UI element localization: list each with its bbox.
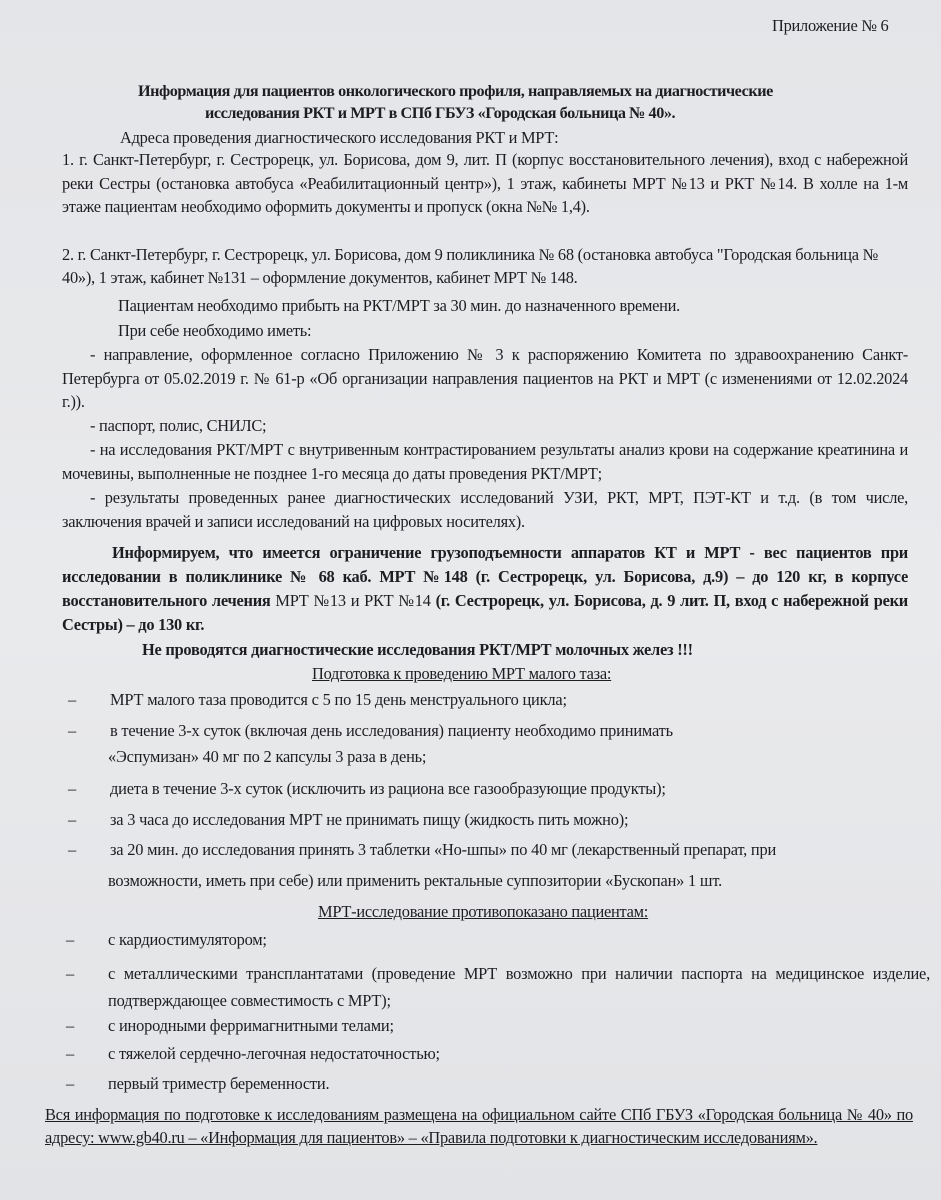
contra-item-text: с металлическими трансплантатами (проведение МРТ возможно при наличии паспорта на медицинское изделие, подтверждающее совместимость с МРТ);: [108, 964, 930, 1010]
bring-item: - на исследования РКТ/МРТ с внутривенным контрастированием результаты анализ крови на содержание креатинина и мочевины, выполненные не позднее 1-го месяца до даты проведения РКТ/МРТ;: [62, 440, 908, 483]
prep-item: [68, 840, 777, 860]
prep-item: [68, 690, 567, 710]
prep-heading: Подготовка к проведению МРТ малого таза:: [312, 664, 612, 683]
prep-item: [68, 779, 666, 799]
arrival-notice: Пациентам необходимо прибыть на РКТ/МРТ за 30 мин. до назначенного времени.: [118, 296, 681, 315]
weight-notice: [62, 541, 908, 637]
weight-notice-bold-1: Информируем, что имеется ограничение грузоподъемности аппаратов КТ и МРТ - вес пациентов при исследовании в поликлинике № 68 каб. МРТ №148 (г. Сестрорецк, ул. Борисова, д.9) – до 120 кг, в корпусе восстановительного лечения: [62, 543, 908, 610]
title-line-2: исследования РКТ и МРТ в СПб ГБУЗ «Городская больница № 40».: [205, 104, 676, 122]
contra-item-text: с тяжелой сердечно-легочная недостаточностью;: [108, 1044, 440, 1063]
address-2: 2. г. Санкт-Петербург, г. Сестрорецк, ул. Борисова, дом 9 поликлиника № 68 (остановка автобуса "Городская больница № 40»), 1 этаж, кабинет №131 – оформление документов, кабинет МРТ № 148.: [62, 245, 879, 287]
dash-marker: –: [68, 690, 76, 709]
bring-heading: При себе необходимо иметь:: [118, 321, 312, 340]
footer-website-info: Вся информация по подготовке к исследованиям размещена на официальном сайте СПб ГБУЗ «Городская больница № 40» по адресу: www.gb40.ru – «Информация для пациентов» – «Правила подготовки к диагностическим исследованиям».: [45, 1105, 913, 1147]
bring-item: - результаты проведенных ранее диагностических исследований УЗИ, РКТ, МРТ, ПЭТ-КТ и т.д. (в том числе, заключения врачей и записи исследований на цифровых носителях).: [62, 488, 908, 531]
addresses-heading: Адреса проведения диагностического исследования РКТ и МРТ:: [120, 128, 559, 147]
weight-notice-bold-2: (г. Сестрорецк, ул. Борисова, д. 9 лит. П, вход с набережной реки Сестры) – до 130 кг.: [62, 591, 908, 634]
prep-item: [68, 721, 673, 741]
prep-item-text: диета в течение 3-х суток (исключить из рациона все газообразующие продукты);: [110, 779, 666, 798]
prep-item-text: МРТ малого таза проводится с 5 по 15 день менструального цикла;: [110, 690, 567, 709]
breast-notice: Не проводятся диагностические исследования РКТ/МРТ молочных желез !!!: [142, 640, 693, 659]
dash-marker: –: [68, 779, 76, 798]
dash-marker: –: [66, 964, 74, 983]
contra-item: [66, 1016, 394, 1036]
prep-item-text: за 20 мин. до исследования принять 3 таблетки «Но-шпы» по 40 мг (лекарственный препарат, при: [110, 840, 777, 859]
address-1: 1. г. Санкт-Петербург, г. Сестрорецк, ул. Борисова, дом 9, лит. П (корпус восстановительного лечения), вход с набережной реки Сестры (остановка автобуса «Реабилитационный центр»), 1 этаж, кабинеты МРТ №13 и РКТ №14. В холле на 1-м этаже пациентам необходимо оформить документы и пропуск (окна №№ 1,4).: [62, 150, 908, 216]
prep-item-continuation: «Эспумизан» 40 мг по 2 капсулы 3 раза в день;: [108, 747, 427, 766]
contra-item-text: с кардиостимулятором;: [108, 930, 267, 949]
contra-item-text: первый триместр беременности.: [108, 1074, 330, 1093]
bring-item: - паспорт, полис, СНИЛС;: [90, 416, 267, 435]
dash-marker: –: [66, 1074, 74, 1093]
dash-marker: –: [68, 840, 76, 859]
contra-item: [66, 1044, 440, 1064]
prep-item-continuation: возможности, иметь при себе) или применить ректальные суппозитории «Бускопан» 1 шт.: [108, 871, 722, 890]
prep-item-text: за 3 часа до исследования МРТ не принимать пищу (жидкость пить можно);: [110, 810, 629, 829]
dash-marker: –: [66, 1044, 74, 1063]
dash-marker: –: [68, 810, 76, 829]
contra-heading: МРТ-исследование противопоказано пациентам:: [318, 902, 649, 921]
dash-marker: –: [66, 1016, 74, 1035]
contra-item: [66, 1074, 330, 1094]
prep-item: [68, 810, 629, 830]
weight-notice-rooms: МРТ №13 и РКТ №14: [270, 591, 436, 610]
contra-item-text: с инородными ферримагнитными телами;: [108, 1016, 394, 1035]
appendix-label: Приложение № 6: [772, 16, 889, 35]
contra-item: [66, 930, 267, 950]
prep-item-text: в течение 3-х суток (включая день исследования) пациенту необходимо принимать: [110, 721, 673, 740]
bring-item: - направление, оформленное согласно Приложению № 3 к распоряжению Комитета по здравоохранению Санкт-Петербурга от 05.02.2019 г. № 61-р «Об организации направления пациентов на РКТ и МРТ (с изменениями от 12.02.2024 г.)).: [62, 345, 908, 411]
dash-marker: –: [66, 930, 74, 949]
title-line-1: Информация для пациентов онкологического профиля, направляемых на диагностические: [138, 82, 773, 100]
dash-marker: –: [68, 721, 76, 740]
contra-item: [66, 960, 930, 1014]
